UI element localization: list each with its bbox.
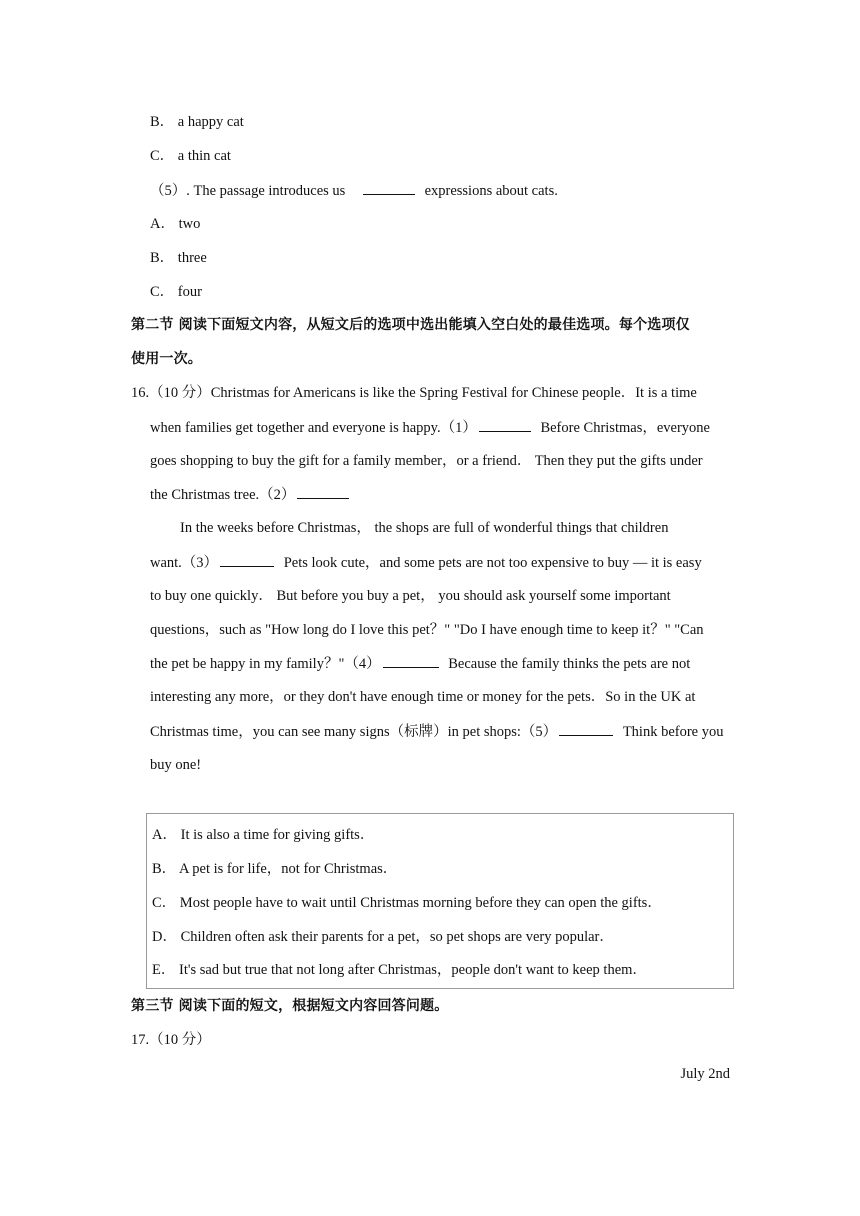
passage-line-12: buy one! xyxy=(150,757,202,773)
answer-blank xyxy=(363,180,415,195)
option-letter: C． xyxy=(150,148,175,164)
option-letter: B． xyxy=(150,114,175,130)
passage-text: want.（3） xyxy=(150,555,219,571)
passage-text: Christmas time，you can see many signs（标牌）in pet shops:（5） xyxy=(150,724,558,740)
question-17-label: 17.（10 分） xyxy=(131,1032,211,1048)
passage-text: when families get together and everyone is happy.（1） xyxy=(150,420,477,436)
option-c-q5 xyxy=(150,282,202,302)
choice-d xyxy=(152,927,614,947)
answer-blank-4 xyxy=(383,653,439,668)
choice-e xyxy=(152,960,647,980)
option-b-q5 xyxy=(150,248,207,268)
passage-line-5: In the weeks before Christmas， the shops are full of wonderful things that children xyxy=(180,520,669,536)
passage-text: Before Christmas，everyone xyxy=(540,420,710,436)
passage-line-10: interesting any more，or they don't have enough time or money for the pets．So in the UK at xyxy=(150,689,696,705)
passage-text: Pets look cute，and some pets are not too expensive to buy — it is easy xyxy=(283,555,702,571)
passage-line-8: questions，such as "How long do I love this pet？" "Do I have enough time to keep it？" "Can xyxy=(150,622,704,638)
choice-letter: B． xyxy=(152,861,177,877)
option-text: three xyxy=(177,250,207,266)
passage-text: the pet be happy in my family？"（4） xyxy=(150,656,381,672)
passage-text: the Christmas tree.（2） xyxy=(150,487,296,503)
passage-line-9 xyxy=(150,653,690,674)
passage-line-2 xyxy=(150,417,710,438)
letter-date: July 2nd xyxy=(680,1066,730,1082)
choice-letter: A． xyxy=(152,827,177,843)
option-letter: C． xyxy=(150,284,175,300)
question-number: （5）. xyxy=(150,183,190,199)
option-b-q4 xyxy=(150,112,244,132)
question-suffix: expressions about cats. xyxy=(424,183,558,199)
option-text: four xyxy=(177,284,202,300)
passage-line-7: to buy one quickly． But before you buy a pet， you should ask yourself some important xyxy=(150,588,671,604)
section-2-heading-line2: 使用一次。 xyxy=(131,351,202,367)
question-5 xyxy=(150,180,558,201)
question-16-line1 xyxy=(131,383,697,403)
passage-line-3: goes shopping to buy the gift for a family member，or a friend． Then they put the gifts under xyxy=(150,453,703,469)
choice-text: Most people have to wait until Christmas morning before they can open the gifts． xyxy=(179,895,662,911)
passage-line-11 xyxy=(150,721,723,742)
section-3-heading: 第三节 阅读下面的短文，根据短文内容回答问题。 xyxy=(131,998,449,1014)
choices-box xyxy=(146,813,734,989)
choice-a xyxy=(152,825,374,845)
option-c-q4 xyxy=(150,146,231,166)
passage-text: Christmas for Americans is like the Spring Festival for Chinese people．It is a time xyxy=(210,385,697,401)
choice-b xyxy=(152,859,397,879)
passage-line-6 xyxy=(150,552,702,573)
choice-c xyxy=(152,893,662,913)
passage-text: Think before you xyxy=(622,724,724,740)
choice-letter: C． xyxy=(152,895,177,911)
option-text: a thin cat xyxy=(177,148,231,164)
question-number: 16.（10 分） xyxy=(131,385,211,401)
passage-line-4 xyxy=(150,484,355,505)
choice-text: It's sad but true that not long after Christmas，people don't want to keep them． xyxy=(178,962,647,978)
option-text: two xyxy=(178,216,201,232)
answer-blank-2 xyxy=(297,484,349,499)
answer-blank-3 xyxy=(220,552,274,567)
section-2-heading-line1: 第二节 阅读下面短文内容，从短文后的选项中选出能填入空白处的最佳选项。每个选项仅 xyxy=(131,317,690,333)
question-stem: The passage introduces us xyxy=(193,183,346,199)
option-letter: B． xyxy=(150,250,175,266)
choice-text: A pet is for life，not for Christmas． xyxy=(179,861,398,877)
choice-letter: E． xyxy=(152,962,176,978)
option-a-q5 xyxy=(150,214,200,234)
passage-text: Because the family thinks the pets are not xyxy=(448,656,691,672)
answer-blank-5 xyxy=(559,721,613,736)
choice-text: Children often ask their parents for a pet，so pet shops are very popular． xyxy=(180,929,614,945)
choice-text: It is also a time for giving gifts． xyxy=(180,827,375,843)
answer-blank-1 xyxy=(479,417,531,432)
choice-letter: D． xyxy=(152,929,177,945)
option-letter: A． xyxy=(150,216,175,232)
option-text: a happy cat xyxy=(177,114,244,130)
